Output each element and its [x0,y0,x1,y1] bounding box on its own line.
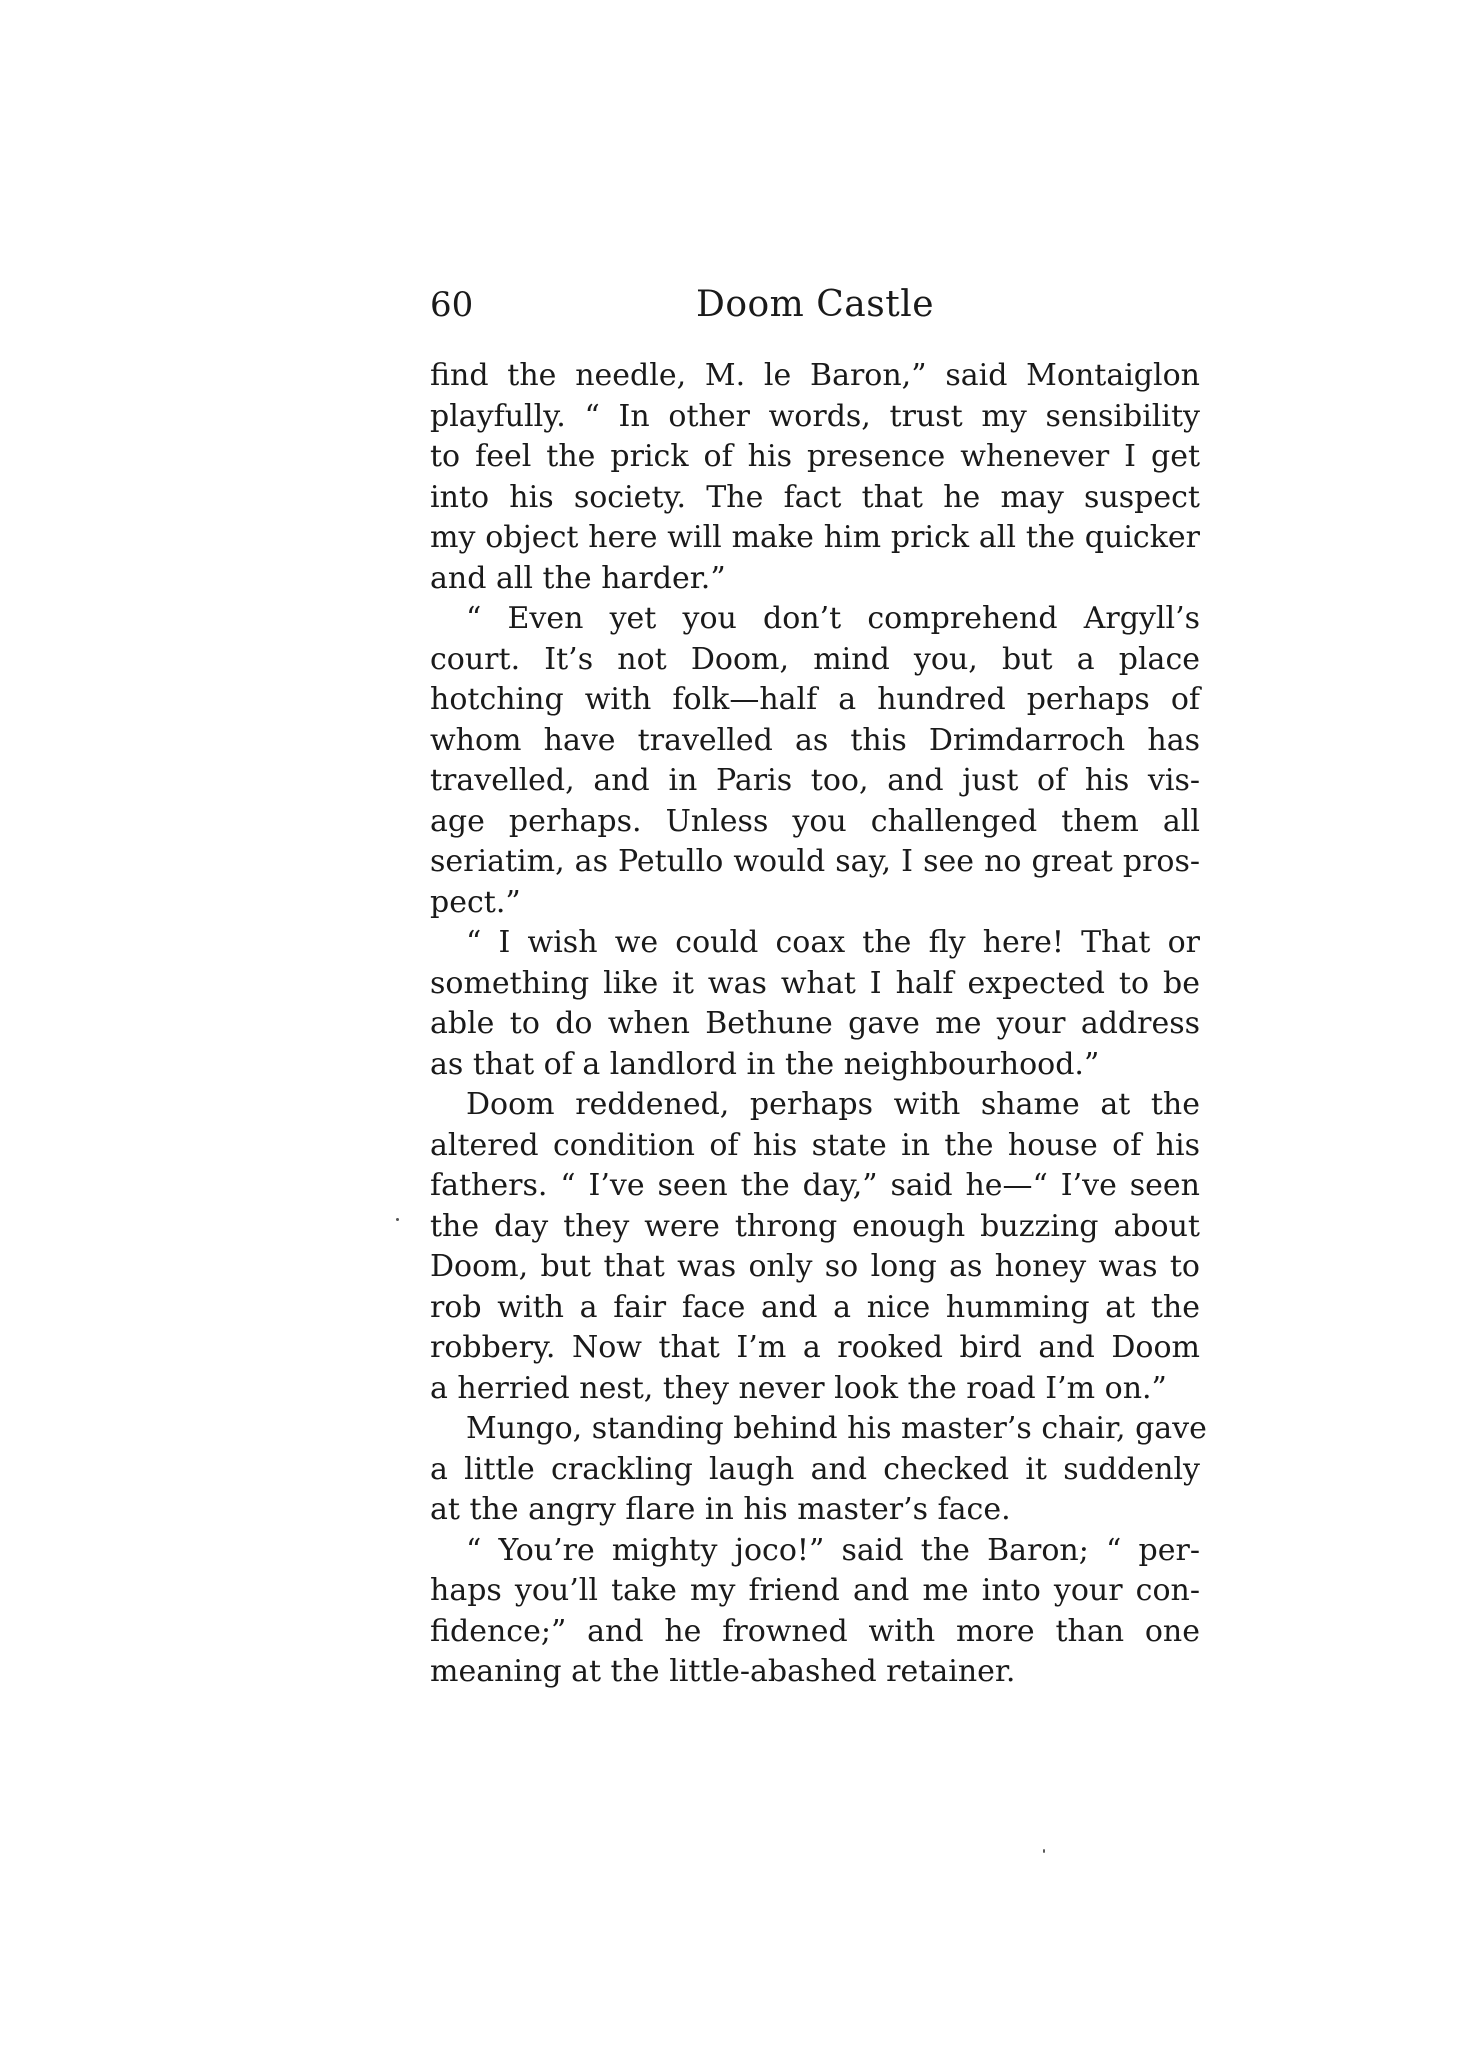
text-line: fidence;” and he frowned with more than one [430,1613,1200,1649]
text-line: fathers. “ I’ve seen the day,” said he—“ I’ve seen [430,1168,1200,1203]
text-line: a little crackling laugh and checked it suddenly [430,1451,1200,1487]
paragraph [430,1531,1200,1693]
text-line: my object here will make him prick all the quicker [430,520,1200,555]
text-line: at the angry flare in his master’s face. [430,1492,1011,1527]
text-line: Doom, but that was only so long as honey was to [430,1249,1200,1284]
page-number: 60 [430,285,474,325]
text-line: “ I wish we could coax the fly here! That or [466,925,1200,960]
text-line: seriatim, as Petullo would say, I see no great pros- [430,844,1200,879]
body-text [430,356,1207,1693]
text-line: “ You’re mighty joco!” said the Baron; “ per- [466,1532,1200,1568]
text-line: hotching with folk—half a hundred perhaps of [430,682,1200,717]
paragraph [430,1409,1207,1531]
text-line: “ Even yet you don’t comprehend Argyll’s [466,601,1200,636]
text-line: find the needle, M. le Baron,” said Montaiglon [430,358,1200,393]
text-line: the day they were throng enough buzzing about [430,1208,1200,1244]
paragraph [430,923,1200,1085]
paragraph [430,1085,1200,1409]
text-line: altered condition of his state in the house of his [430,1127,1200,1163]
text-line: pect.” [430,884,521,920]
text-line: travelled, and in Paris too, and just of his vis- [430,763,1200,798]
paragraph [430,356,1200,599]
page-header [430,280,1200,330]
text-line: meaning at the little-abashed retainer. [430,1654,1016,1689]
text-line: something like it was what I half expected to be [430,965,1200,1001]
scan-speck [1043,1849,1045,1853]
paragraph [430,599,1200,923]
running-title: Doom Castle [695,284,935,325]
text-line: to feel the prick of his presence whenever I get [430,439,1200,474]
text-line: able to do when Bethune gave me your address [430,1006,1200,1041]
text-line: robbery. Now that I’m a rooked bird and Doom [430,1330,1200,1365]
text-line: age perhaps. Unless you challenged them all [430,803,1200,839]
text-line: rob with a fair face and a nice humming at the [430,1289,1200,1325]
text-line: Mungo, standing behind his master’s chair, gave [466,1411,1207,1446]
text-line: playfully. “ In other words, trust my sensibility [430,398,1200,434]
text-line: whom have travelled as this Drimdarroch has [430,722,1200,758]
text-line: a herried nest, they never look the road I’m on.” [430,1370,1167,1406]
text-line: and all the harder.” [430,560,726,596]
text-line: court. It’s not Doom, mind you, but a place [430,641,1200,677]
text-line: haps you’ll take my friend and me into your con- [430,1573,1200,1608]
text-line: as that of a landlord in the neighbourhood.” [430,1046,1100,1082]
text-line: into his society. The fact that he may suspect [430,479,1200,515]
scan-speck [396,1218,399,1221]
text-line: Doom reddened, perhaps with shame at the [466,1087,1200,1122]
